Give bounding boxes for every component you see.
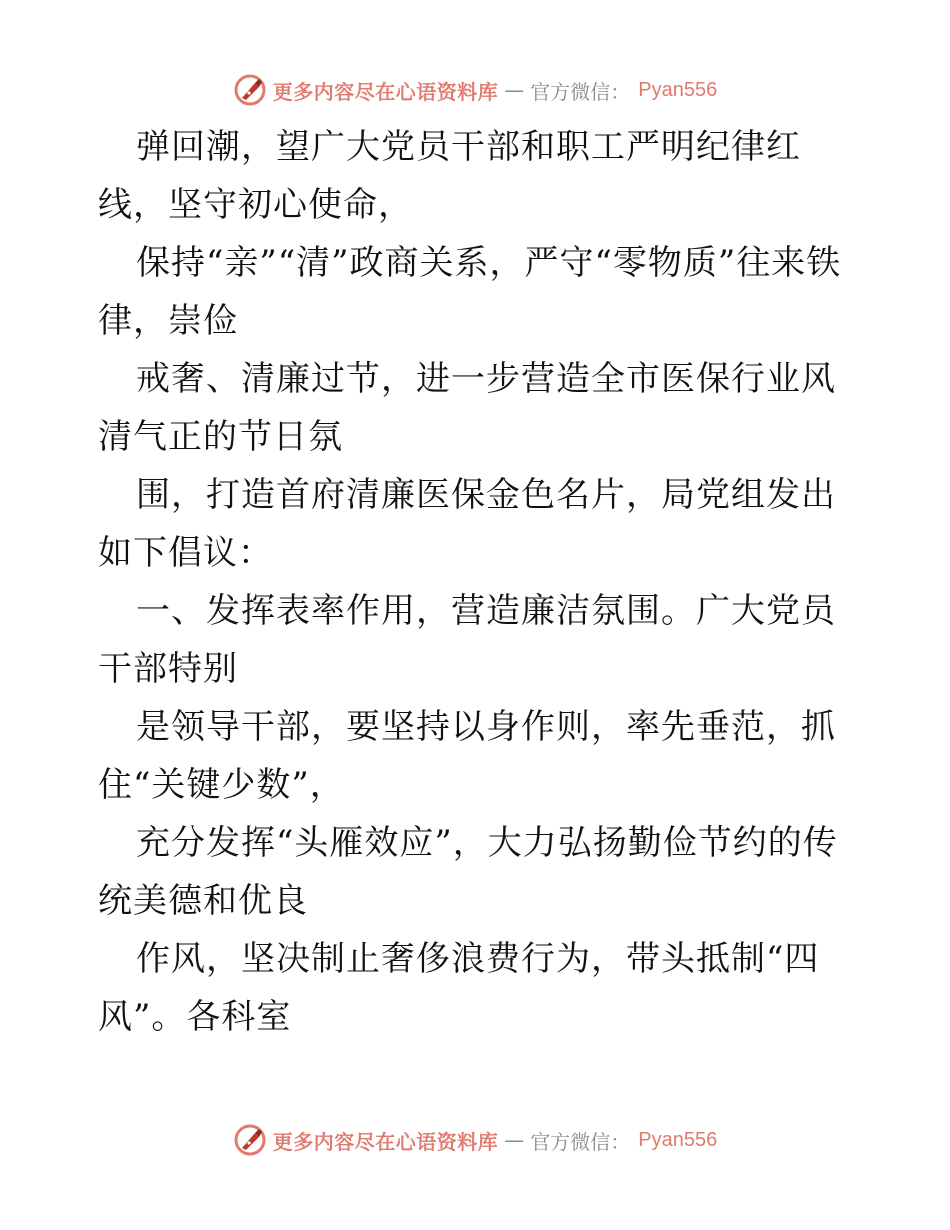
banner-wechat-label: 官方微信： — [530, 1129, 631, 1154]
paragraph-6: 是领导干部，要坚持以身作则，率先垂范，抓住“关键少数”， — [98, 707, 836, 805]
banner-wechat-label: 官方微信： — [530, 79, 631, 104]
paragraph-2: 保持“亲”“清”政商关系，严守“零物质”往来铁律，崇俭 — [98, 243, 842, 341]
banner-wechat-id: Pyan556 — [638, 1128, 718, 1151]
paragraph-8: 作风，坚决制止奢侈浪费行为，带头抵制“四风”。各科室 — [98, 939, 820, 1037]
header-banner — [0, 70, 950, 110]
paragraph-4: 围，打造首府清廉医保金色名片，局党组发出如下倡议： — [98, 475, 836, 573]
banner-site-text: 更多内容尽在心语资料库 — [272, 1129, 499, 1154]
banner-dash: — — [504, 78, 525, 102]
banner-wechat-id: Pyan556 — [638, 78, 718, 101]
pen-nib-circle-icon — [233, 1123, 267, 1157]
paragraph-1: 弹回潮，望广大党员干部和职工严明纪律红线，坚守初心使命， — [98, 127, 801, 225]
paragraph-7: 充分发挥“头雁效应”，大力弘扬勤俭节约的传统美德和优良 — [98, 823, 838, 921]
banner-dash: — — [504, 1128, 525, 1152]
footer-banner — [0, 1120, 950, 1160]
document-body — [98, 118, 858, 1046]
paragraph-3: 戒奢、清廉过节，进一步营造全市医保行业风清气正的节日氛 — [98, 359, 836, 457]
paragraph-5: 一、发挥表率作用，营造廉洁氛围。广大党员干部特别 — [98, 591, 836, 689]
pen-nib-circle-icon — [233, 73, 267, 107]
banner-site-text: 更多内容尽在心语资料库 — [272, 79, 499, 104]
